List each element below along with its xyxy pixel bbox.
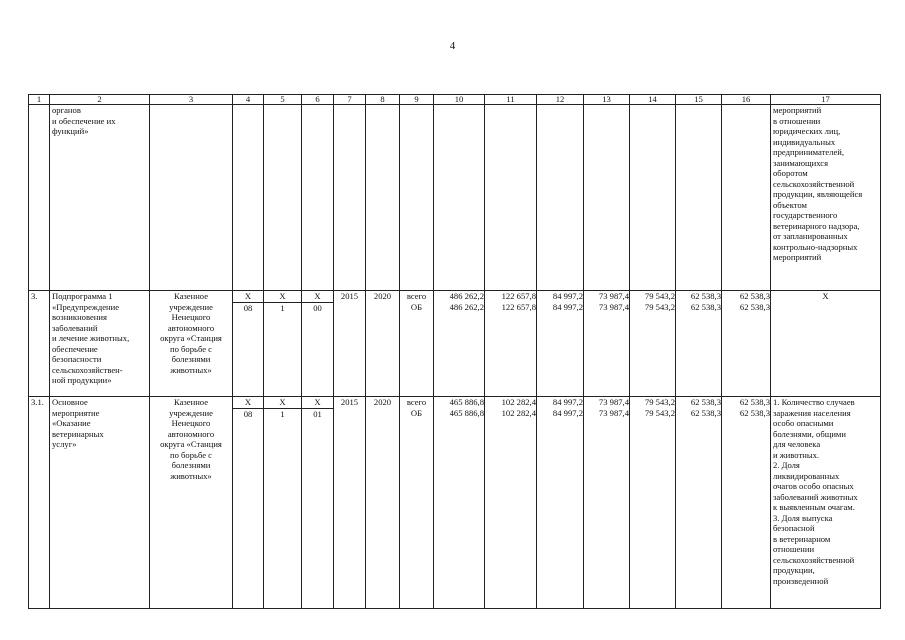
source-cell xyxy=(400,397,434,609)
page-number: 4 xyxy=(449,40,456,52)
col-num-4: 4 xyxy=(233,95,264,105)
amount-cell xyxy=(434,397,485,609)
amount-total: 122 657,8 xyxy=(501,291,536,301)
amount-cell xyxy=(537,397,584,609)
code-bottom: 1 xyxy=(264,408,301,420)
row-name: органов и обеспечение их функций» xyxy=(50,105,150,291)
row-executor: Казенное учреждение Ненецкого автономного округа «Станция по борьбе с болезнями животных» xyxy=(150,397,233,609)
table-row xyxy=(29,105,881,291)
source-ob: ОБ xyxy=(410,407,423,418)
end-year: 2020 xyxy=(366,397,400,609)
amount-total: 102 282,4 xyxy=(501,397,536,407)
code-top: X xyxy=(279,291,286,301)
source-total: всего xyxy=(406,291,427,301)
amount-total: 62 538,3 xyxy=(690,291,721,301)
column-number-row xyxy=(29,95,881,105)
col-num-11: 11 xyxy=(485,95,537,105)
row-indicator: 1. Количество случаев заражения населения особо опасными болезнями, общими для человека и животных. 2. Доля ликвидированных очагов особо опасных заболеваний животных к выявленным очагам. 3. Доля выпуска безопасной в ветеринарном отношении сельскохозяйственной продукции, произведенной xyxy=(771,397,881,609)
amount-total: 486 262,2 xyxy=(449,291,484,301)
code-bottom: 08 xyxy=(233,302,263,314)
amount-ob: 84 997,2 xyxy=(552,407,583,418)
col-num-13: 13 xyxy=(584,95,630,105)
source-total: всего xyxy=(406,397,427,407)
amount-ob: 465 886,8 xyxy=(449,407,484,418)
row-number: 3. xyxy=(29,291,50,397)
code-top: X xyxy=(244,291,252,301)
amount-ob: 62 538,3 xyxy=(739,301,770,312)
amount-total: 84 997,2 xyxy=(552,397,583,407)
empty-cell xyxy=(485,105,537,291)
empty-cell xyxy=(233,105,264,291)
start-year: 2015 xyxy=(334,291,366,397)
amount-total: 62 538,3 xyxy=(690,397,721,407)
amount-cell xyxy=(630,397,676,609)
source-cell xyxy=(400,291,434,397)
col-num-9: 9 xyxy=(400,95,434,105)
amount-ob: 79 543,2 xyxy=(644,301,675,312)
row-name: Основное мероприятие «Оказание ветеринарных услуг» xyxy=(50,397,150,609)
amount-ob: 73 987,4 xyxy=(598,407,629,418)
col-num-17: 17 xyxy=(771,95,881,105)
empty-cell xyxy=(334,105,366,291)
row-executor xyxy=(150,105,233,291)
col-num-3: 3 xyxy=(150,95,233,105)
row-indicator: X xyxy=(771,291,881,397)
amount-cell xyxy=(630,291,676,397)
code-bottom: 00 xyxy=(302,302,333,314)
amount-ob: 486 262,2 xyxy=(449,301,484,312)
empty-cell xyxy=(584,105,630,291)
amount-cell xyxy=(722,291,771,397)
amount-total: 465 886,8 xyxy=(449,397,484,407)
code-top: X xyxy=(279,397,286,407)
code-top: X xyxy=(244,397,252,407)
col-num-7: 7 xyxy=(334,95,366,105)
empty-cell xyxy=(537,105,584,291)
start-year: 2015 xyxy=(334,397,366,609)
col-num-8: 8 xyxy=(366,95,400,105)
amount-cell xyxy=(584,397,630,609)
amount-cell xyxy=(722,397,771,609)
col-num-10: 10 xyxy=(434,95,485,105)
amount-total: 62 538,3 xyxy=(739,397,770,407)
amount-cell xyxy=(676,291,722,397)
empty-cell xyxy=(434,105,485,291)
amount-total: 79 543,2 xyxy=(644,291,675,301)
table-row xyxy=(29,291,881,397)
code-bottom: 08 xyxy=(233,408,263,420)
code-cell xyxy=(233,397,264,609)
col-num-6: 6 xyxy=(302,95,334,105)
amount-cell xyxy=(584,291,630,397)
row-number: 3.1. xyxy=(29,397,50,609)
amount-total: 84 997,2 xyxy=(552,291,583,301)
amount-cell xyxy=(485,291,537,397)
row-indicator: мероприятий в отношении юридических лиц, индивидуальных предпринимателей, занимающихся оборотом сельскохозяйственной продукции, являющейся объектом государственного ветеринарного надзора, от запланированных контрольно-надзорных мероприятий xyxy=(771,105,881,291)
amount-cell xyxy=(434,291,485,397)
amount-ob: 84 997,2 xyxy=(552,301,583,312)
empty-cell xyxy=(302,105,334,291)
empty-cell xyxy=(630,105,676,291)
row-number xyxy=(29,105,50,291)
amount-total: 62 538,3 xyxy=(739,291,770,301)
col-num-15: 15 xyxy=(676,95,722,105)
empty-cell xyxy=(264,105,302,291)
amount-cell xyxy=(676,397,722,609)
amount-ob: 62 538,3 xyxy=(690,301,721,312)
amount-ob: 122 657,8 xyxy=(501,301,536,312)
empty-cell xyxy=(400,105,434,291)
amount-total: 79 543,2 xyxy=(644,397,675,407)
table-row xyxy=(29,397,881,609)
row-executor: Казенное учреждение Ненецкого автономного округа «Станция по борьбе с болезнями животных» xyxy=(150,291,233,397)
col-num-14: 14 xyxy=(630,95,676,105)
col-num-1: 1 xyxy=(29,95,50,105)
code-cell xyxy=(302,291,334,397)
amount-ob: 73 987,4 xyxy=(598,301,629,312)
amount-ob: 102 282,4 xyxy=(501,407,536,418)
empty-cell xyxy=(366,105,400,291)
empty-cell xyxy=(676,105,722,291)
code-bottom: 1 xyxy=(264,302,301,314)
code-cell xyxy=(233,291,264,397)
program-table xyxy=(28,94,881,609)
empty-cell xyxy=(722,105,771,291)
code-top: X xyxy=(314,397,321,407)
col-num-12: 12 xyxy=(537,95,584,105)
code-cell xyxy=(264,397,302,609)
amount-ob: 79 543,2 xyxy=(644,407,675,418)
col-num-5: 5 xyxy=(264,95,302,105)
col-num-16: 16 xyxy=(722,95,771,105)
col-num-2: 2 xyxy=(50,95,150,105)
source-ob: ОБ xyxy=(410,301,423,312)
amount-total: 73 987,4 xyxy=(598,291,629,301)
amount-ob: 62 538,3 xyxy=(690,407,721,418)
row-name: Подпрограмма 1 «Предупреждение возникновения заболеваний и лечение животных, обеспечение безопасности сельскохозяйствен- ной продукции» xyxy=(50,291,150,397)
amount-cell xyxy=(537,291,584,397)
end-year: 2020 xyxy=(366,291,400,397)
code-top: X xyxy=(314,291,321,301)
amount-cell xyxy=(485,397,537,609)
code-bottom: 01 xyxy=(302,408,333,420)
amount-ob: 62 538,3 xyxy=(739,407,770,418)
code-cell xyxy=(264,291,302,397)
amount-total: 73 987,4 xyxy=(598,397,629,407)
code-cell xyxy=(302,397,334,609)
